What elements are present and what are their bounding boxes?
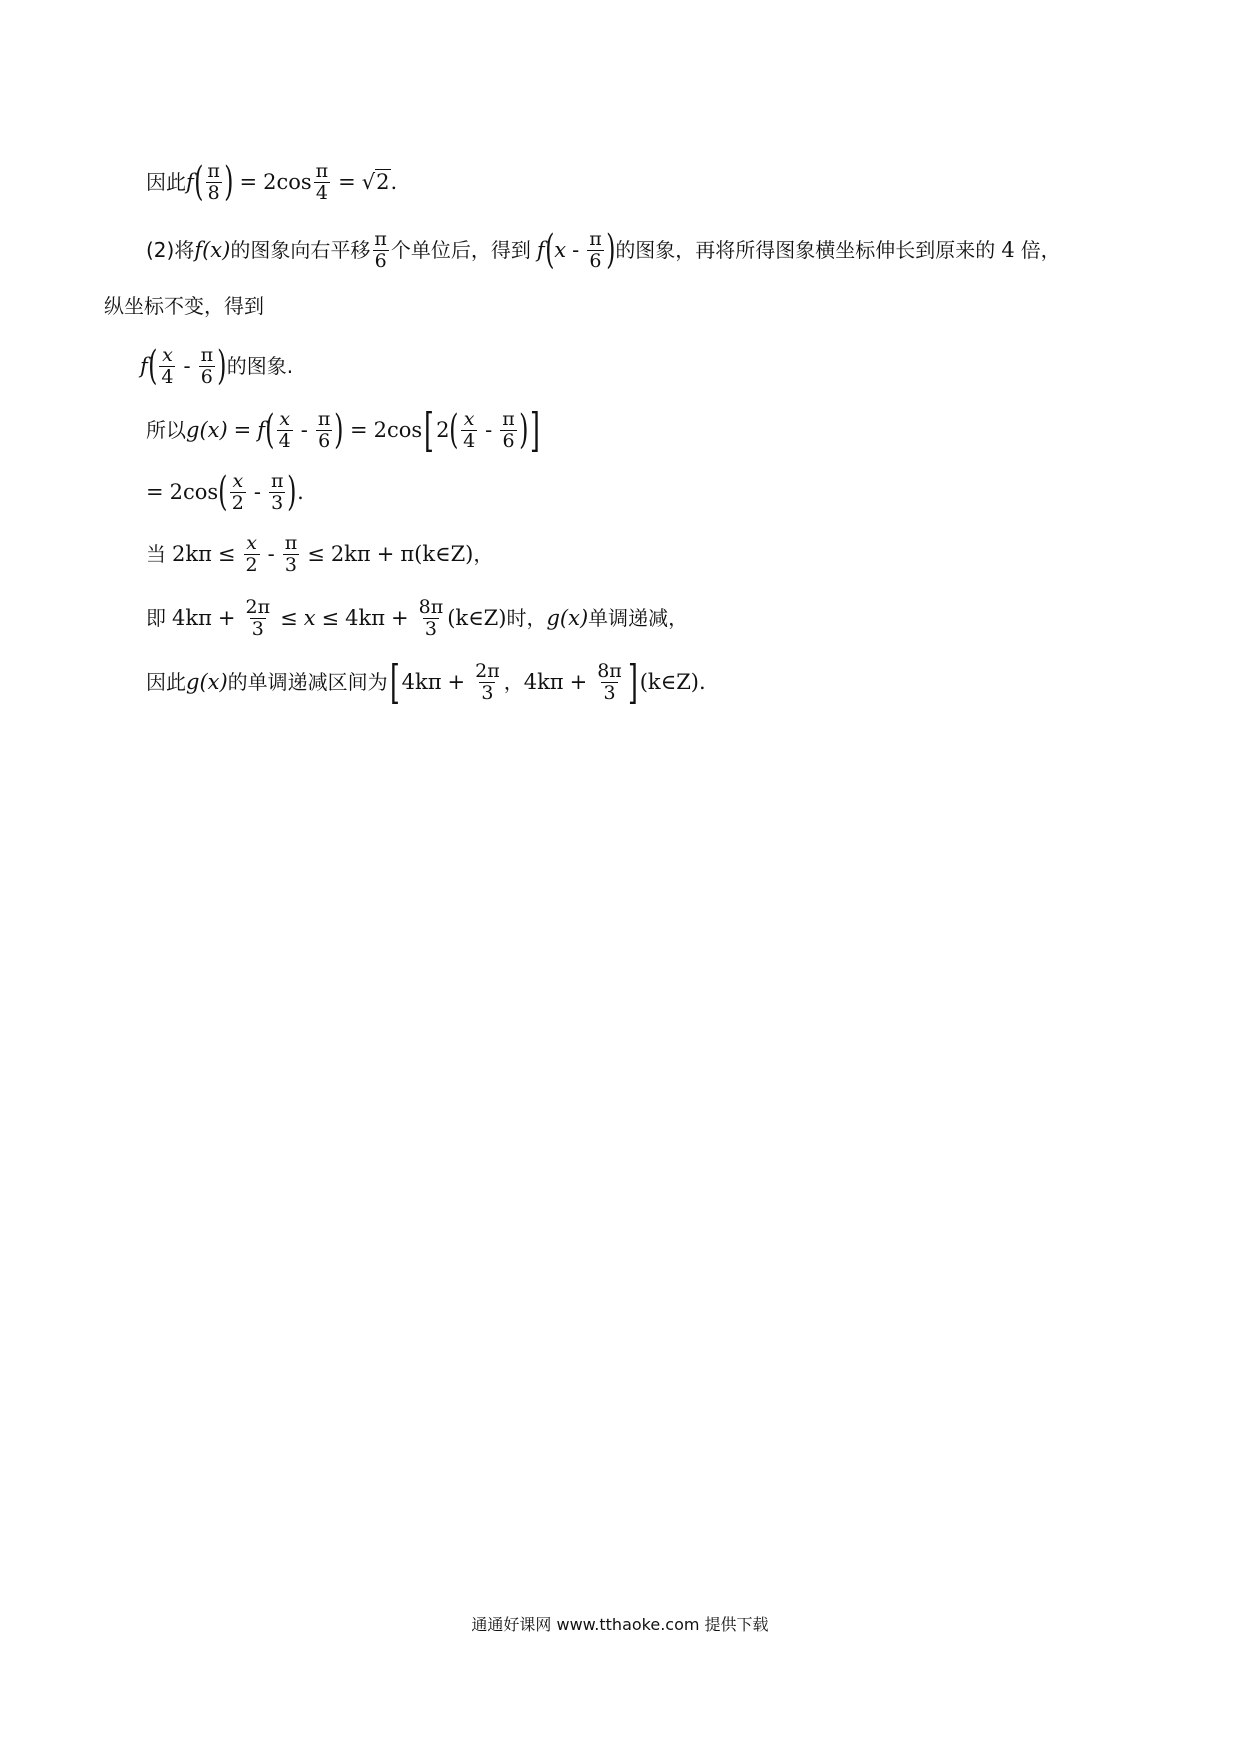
equation-line-5: 所以 g(x) = f ( $\frac{x}{4}$ - $\frac{\pi}{6}$ ) = 2cos [ 2 ( $\frac{x}{4}$ - $\frac{\pi}{6}$ ) ] [146, 403, 541, 457]
line2-prefix: (2)将 [146, 238, 195, 262]
equation-line-4: f ( $\frac{x}{4}$ - $\frac{\pi}{6}$ ) 的图象. [140, 343, 294, 389]
fraction-pi-over-6-shift: $\frac{\pi}{6}$ [589, 227, 602, 272]
paragraph-line-3: 纵坐标不变，得到 [104, 294, 264, 318]
f-symbol: f [186, 169, 194, 194]
equation-line-6: = 2cos ( $\frac{x}{2}$ - $\frac{\pi}{3}$ ) . [146, 469, 304, 515]
inequality-line-8: 即 4kπ + $\frac{2\pi}{3}$ ≤ x ≤ 4kπ + $\frac{8\pi}{3}$ (k∈Z) 时， g(x) 单调递减， [146, 595, 689, 640]
conclusion-line-9: 因此 g(x) 的单调递减区间为 [ 4kπ + $\frac{2\pi}{3}$ ， 4kπ + $\frac{8\pi}{3}$ ] (k∈Z) . [146, 655, 706, 709]
line1-prefix: 因此 [146, 170, 186, 194]
fraction-pi-over-6: $\frac{\pi}{6}$ [374, 227, 387, 272]
fraction-8pi-over-3: $\frac{8\pi}{3}$ [418, 595, 444, 640]
paragraph-line-2: (2)将 f(x) 的图象向右平移 $\frac{\pi}{6}$ 个单位后，得到 f ( x - $\frac{\pi}{6}$ ) 的图象，再将所得图象横坐标伸长到原来的 4 倍， [146, 227, 1061, 273]
fraction-pi-over-4: $\frac{\pi}{4}$ [315, 159, 329, 204]
fraction-x-over-4: $\frac{x}{4}$ [161, 343, 174, 388]
fraction-pi-over-3: $\frac{\pi}{3}$ [270, 469, 284, 514]
two-cos: 2cos [263, 169, 312, 194]
fx-symbol: f(x) [194, 237, 231, 262]
fraction-pi-over-6-line4: $\frac{\pi}{6}$ [200, 343, 214, 388]
page-footer: 通通好课网 www.tthaoke.com 提供下载 [471, 1615, 769, 1634]
inequality-line-7: 当 2kπ ≤ $\frac{x}{2}$ - $\frac{\pi}{3}$ ≤ 2kπ + π (k∈Z) ， [146, 531, 494, 576]
fraction-pi-over-8: $\frac{\pi}{8}$ [207, 159, 220, 204]
fraction-2pi-over-3: $\frac{2\pi}{3}$ [245, 595, 271, 640]
fraction-x-over-2: $\frac{x}{2}$ [231, 469, 244, 514]
equation-line-1: 因此 f ( $\frac{\pi}{8}$ ) = 2cos $\frac{\pi}{4}$ = √2 . [146, 159, 398, 205]
gx-symbol: g(x) [186, 417, 228, 442]
sqrt-2: √2 [361, 169, 390, 194]
